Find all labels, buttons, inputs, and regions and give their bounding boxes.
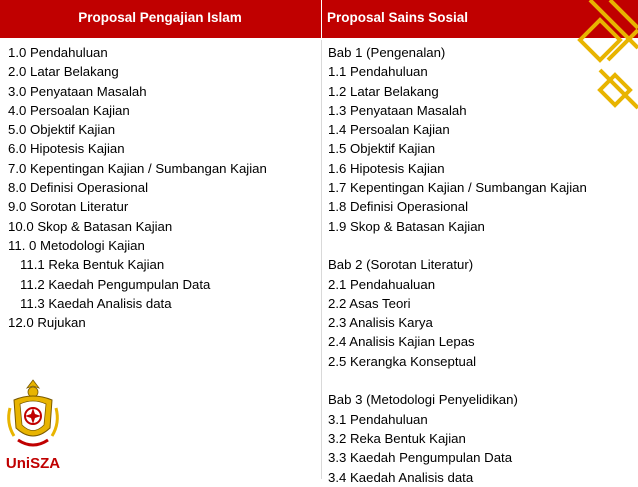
header-divider [0, 38, 638, 40]
list-item: 2.4 Analisis Kajian Lepas [328, 334, 475, 350]
header-right-title: Proposal Sains Sosial [327, 10, 469, 25]
list-item: 2.0 Latar Belakang [8, 64, 119, 80]
list-item: 1.2 Latar Belakang [328, 83, 439, 99]
list-item: 1.6 Hipotesis Kajian [328, 160, 445, 176]
list-item: 11.1 Reka Bentuk Kajian [20, 257, 165, 273]
list-item: 3.0 Penyataan Masalah [8, 83, 147, 99]
list-item: 8.0 Definisi Operasional [8, 180, 149, 196]
logo-text: UniSZA [5, 455, 61, 472]
list-item: 2.3 Analisis Karya [328, 315, 433, 331]
list-item: 1.0 Pendahuluan [8, 45, 108, 60]
list-item: 2.2 Asas Teori [328, 295, 411, 311]
list-item: 6.0 Hipotesis Kajian [8, 141, 125, 157]
left-outline-list [8, 43, 267, 332]
right-outline-list [328, 43, 587, 487]
list-item: 12.0 Rujukan [8, 315, 86, 331]
list-item: 7.0 Kepentingan Kajian / Sumbangan Kajian [8, 160, 267, 176]
list-item: 3.2 Reka Bentuk Kajian [328, 430, 466, 446]
list-item: 11. 0 Metodologi Kajian [8, 237, 145, 253]
list-item: 5.0 Objektif Kajian [8, 122, 116, 138]
list-item: 1.5 Objektif Kajian [328, 141, 436, 157]
list-item: 9.0 Sorotan Literatur [8, 199, 129, 215]
list-item: 3.3 Kaedah Pengumpulan Data [328, 450, 513, 466]
list-item: 1.1 Pendahuluan [328, 64, 428, 80]
list-item: Bab 3 (Metodologi Penyelidikan) [328, 392, 518, 408]
table-header [0, 0, 638, 38]
list-item: 1.8 Definisi Operasional [328, 199, 469, 215]
list-item: 3.1 Pendahuluan [328, 411, 428, 427]
list-spacer [328, 371, 587, 390]
list-item: 1.3 Penyataan Masalah [328, 102, 467, 118]
list-item: 10.0 Skop & Batasan Kajian [8, 218, 173, 234]
column-divider-body [321, 38, 322, 479]
list-item: 2.1 Pendahualuan [328, 276, 436, 292]
list-item: 2.5 Kerangka Konseptual [328, 353, 477, 369]
crest-icon [9, 380, 58, 445]
list-item: Bab 1 (Pengenalan) [328, 45, 446, 60]
list-item: 11.2 Kaedah Pengumpulan Data [20, 276, 211, 292]
list-item: 1.7 Kepentingan Kajian / Sumbangan Kajian [328, 180, 587, 196]
list-spacer [328, 236, 587, 255]
list-item: Bab 2 (Sorotan Literatur) [328, 257, 474, 273]
header-left-title: Proposal Pengajian Islam [78, 10, 242, 25]
list-item: 1.9 Skop & Batasan Kajian [328, 218, 485, 234]
list-item: 3.4 Kaedah Analisis data [328, 469, 474, 485]
list-item: 4.0 Persoalan Kajian [8, 102, 130, 118]
unisza-logo [4, 378, 62, 476]
list-item: 1.4 Persoalan Kajian [328, 122, 450, 138]
list-item: 11.3 Kaedah Analisis data [20, 295, 172, 311]
